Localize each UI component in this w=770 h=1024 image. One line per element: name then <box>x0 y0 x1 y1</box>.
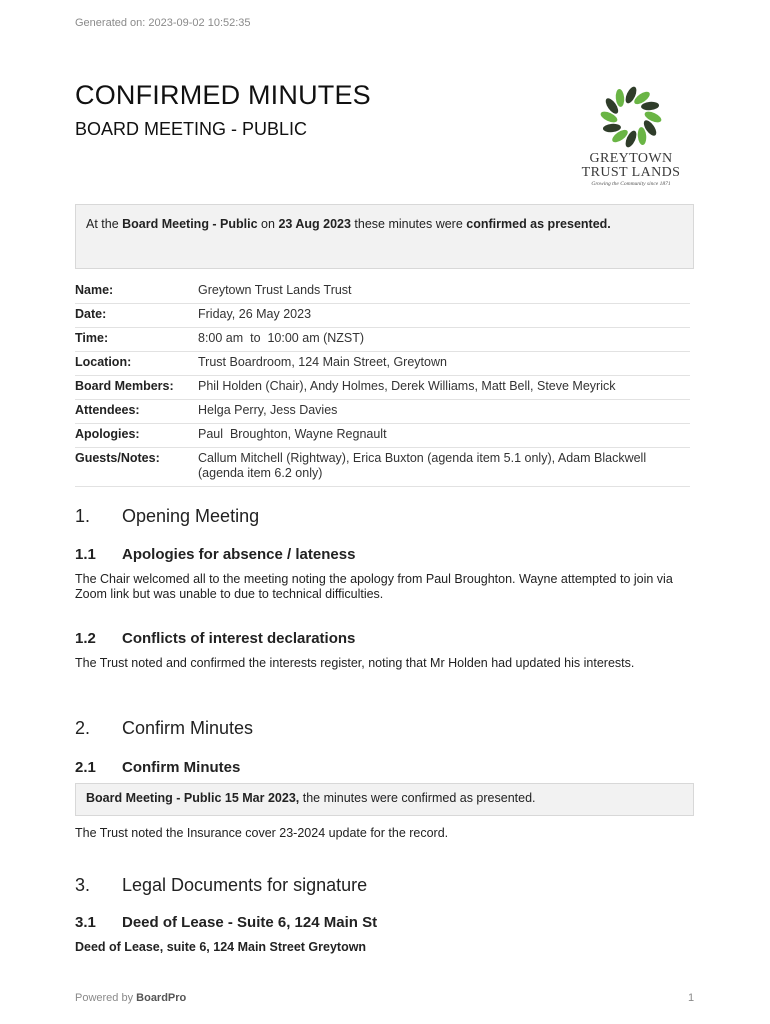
meta-value: Trust Boardroom, 124 Main Street, Greytown <box>198 355 447 369</box>
logo-line-1: GREYTOWN <box>589 151 673 166</box>
section-title: Opening Meeting <box>122 506 260 526</box>
meta-label: Attendees: <box>75 403 140 417</box>
item-text-2-1: The Trust noted the Insurance cover 23-2024 update for the record. <box>75 826 449 840</box>
confirmation-banner <box>75 204 694 269</box>
section-heading-1 <box>75 506 259 527</box>
meta-value: Helga Perry, Jess Davies <box>198 403 338 417</box>
footer-prefix: Powered by <box>75 992 137 1004</box>
minutes-confirmation-text <box>86 791 536 805</box>
item-heading-3-1 <box>75 914 377 931</box>
item-number: 2.1 <box>75 759 96 776</box>
item-number: 1.1 <box>75 546 96 563</box>
leaf-shape <box>637 127 647 146</box>
meta-label: Board Members: <box>75 379 174 393</box>
section-number: 3. <box>75 875 91 895</box>
organisation-logo <box>578 84 684 192</box>
item-heading-1-2 <box>75 630 355 647</box>
meta-label: Time: <box>75 331 109 345</box>
meta-row-board-members <box>75 376 690 400</box>
meta-value: Phil Holden (Chair), Andy Holmes, Derek Williams, Matt Bell, Steve Meyrick <box>198 379 616 393</box>
item-title: Apologies for absence / lateness <box>122 546 356 563</box>
item-text-3-1: Deed of Lease, suite 6, 124 Main Street Greytown <box>75 940 367 954</box>
leaf-shape <box>615 89 625 108</box>
meta-row-guests <box>75 448 690 487</box>
meta-value: 8:00 am to 10:00 am (NZST) <box>198 331 365 345</box>
meeting-details-table <box>75 280 690 487</box>
document-subtitle: BOARD MEETING - PUBLIC <box>75 119 308 139</box>
confirmation-date: 23 Aug 2023 <box>278 217 351 231</box>
meta-label: Apologies: <box>75 427 140 441</box>
item-title: Confirm Minutes <box>122 759 241 776</box>
section-title: Legal Documents for signature <box>122 875 368 895</box>
section-number: 2. <box>75 718 91 738</box>
meta-value: Greytown Trust Lands Trust <box>198 283 352 297</box>
item-heading-2-1 <box>75 759 240 776</box>
footer-powered-by <box>75 992 186 1004</box>
footer-brand: BoardPro <box>136 992 187 1004</box>
confirmation-status: confirmed as presented. <box>466 217 611 231</box>
meta-row-date <box>75 304 690 328</box>
meta-label: Guests/Notes: <box>75 451 160 465</box>
minutes-meeting-ref: Board Meeting - Public 15 Mar 2023, <box>86 791 300 805</box>
item-text-1-2: The Trust noted and confirmed the interests register, noting that Mr Holden had updated his interests. <box>75 656 635 670</box>
leaf-shape <box>603 123 622 133</box>
item-heading-1-1 <box>75 546 355 563</box>
confirmation-prefix: At the <box>86 217 123 231</box>
meta-label: Name: <box>75 283 114 297</box>
section-heading-2 <box>75 718 253 739</box>
logo-wordmark <box>578 152 684 180</box>
page-number: 1 <box>688 992 695 1004</box>
item-title: Deed of Lease - Suite 6, 124 Main St <box>122 914 378 931</box>
leaf-shape <box>641 101 660 111</box>
item-text-1-1: The Chair welcomed all to the meeting noting the apology from Paul Broughton. Wayne attempted to join via Zoom link but was unable to due to technical difficulties. <box>75 572 673 601</box>
meta-row-name <box>75 280 690 304</box>
meta-row-attendees <box>75 400 690 424</box>
confirmation-text <box>86 217 611 231</box>
document-title: CONFIRMED MINUTES <box>75 80 371 110</box>
section-title: Confirm Minutes <box>122 718 254 738</box>
meta-row-location <box>75 352 690 376</box>
meta-label: Location: <box>75 355 132 369</box>
meta-row-time <box>75 328 690 352</box>
logo-line-2: TRUST LANDS <box>581 165 681 180</box>
item-title: Conflicts of interest declarations <box>122 630 356 647</box>
item-number: 3.1 <box>75 914 96 931</box>
meta-value: Paul Broughton, Wayne Regnault <box>198 427 387 441</box>
minutes-confirmation-box <box>75 783 694 816</box>
meta-label: Date: <box>75 307 107 321</box>
minutes-status: the minutes were confirmed as presented. <box>299 791 536 805</box>
meta-row-apologies <box>75 424 690 448</box>
meta-value: Callum Mitchell (Rightway), Erica Buxton (agenda item 5.1 only), Adam Blackwell (agenda item 6.2 only) <box>198 451 647 480</box>
leaf-wreath-icon <box>596 84 666 150</box>
item-number: 1.2 <box>75 630 96 647</box>
confirmation-mid: these minutes were <box>350 217 467 231</box>
generated-timestamp: Generated on: 2023-09-02 10:52:35 <box>75 17 251 29</box>
meta-value: Friday, 26 May 2023 <box>198 307 312 321</box>
confirmation-meeting: Board Meeting - Public <box>122 217 258 231</box>
logo-tagline: Growing the Community since 1871 <box>591 181 671 187</box>
section-number: 1. <box>75 506 91 526</box>
section-heading-3 <box>75 875 367 896</box>
confirmation-on: on <box>257 217 279 231</box>
